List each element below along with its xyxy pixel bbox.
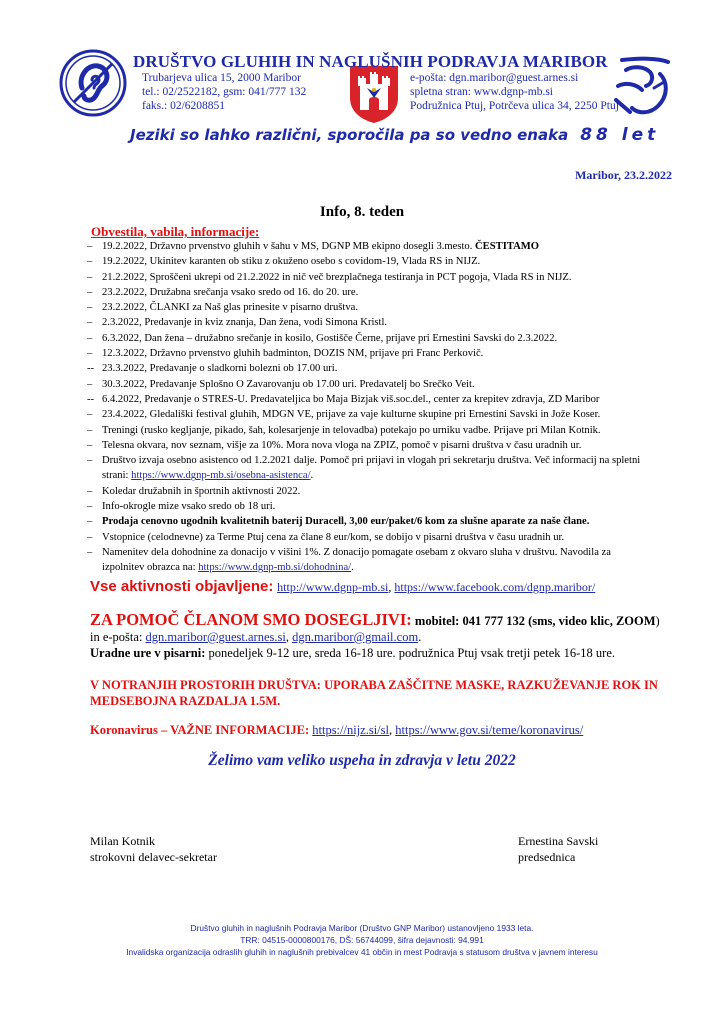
- list-item: – 21.2.2022, Sproščeni ukrepi od 21.2.2022 in nič več brezplačnega testiranja in PCT pogoja, Vlada RS in NIJZ.: [87, 271, 572, 283]
- signer-name: Milan Kotnik: [90, 834, 155, 848]
- list-item: – Namenitev dela dohodnine za donacijo v višini 1%. Z donacijo pomagate osebam z okvaro sluha v društvu. Navodila za: [87, 546, 611, 558]
- footer-line: Invalidska organizacija odraslih gluhih in naglušnih prebivalcev 41 občin in mest Podravja s statusom društva v javnem interesu: [126, 947, 598, 957]
- list-item-continuation: izpolnitev obrazca na: https://www.dgnp-mb.si/dohodnina/.: [102, 562, 354, 574]
- anniversary-years: 88 let: [580, 125, 660, 145]
- list-item: – 6.3.2022, Dan žena – družabno srečanje in kosilo, Gostišče Černe, prijave pri Ernestini Savski do 2.3.2022.: [87, 332, 558, 344]
- section-heading: Obvestila, vabila, informacije:: [91, 224, 260, 239]
- list-item: – 19.2.2022, Ukinitev karanten ob stiku z okuženo osebo s covidom-19, Vlada RS in NIJZ.: [87, 256, 481, 268]
- list-item: – Treningi (rusko kegljanje, pikado, šah, kolesarjenje in telovadba) potekajo po urniku vadbe. Prijave pri Milan Kotnik.: [87, 424, 601, 436]
- signer-role: strokovni delavec-sekretar: [90, 850, 217, 864]
- fax-line: faks.: 02/6208851: [142, 100, 226, 112]
- list-item: – Telesna okvara, nov seznam, višje za 10%. Mora nova vloga na ZPIZ, pomoč v pisarni društva v času uradnih ur.: [87, 439, 582, 451]
- nijz-link[interactable]: https://nijz.si/sl: [312, 723, 389, 737]
- organization-name: DRUŠTVO GLUHIH IN NAGLUŠNIH PODRAVJA MARIBOR: [133, 52, 608, 71]
- contact-heading: ZA POMOČ ČLANOM SMO DOSEGLJIVI:: [90, 610, 412, 629]
- email-line: e-pošta: dgn.maribor@guest.arnes.si: [410, 72, 579, 84]
- contact-block: ZA POMOČ ČLANOM SMO DOSEGLJIVI: mobitel: 041 777 132 (sms, video klic, ZOOM) in e-pošta: dgn.maribor@guest.arnes.si, dgn.maribor@gmail.com. Uradne ure v pisarni: ponedeljek 9-12 ure, sreda 16-18 ure. podružnica Ptuj vsak tretji petek 16-18 ure.: [90, 610, 660, 660]
- slogan-text: Jeziki so lahko različni, sporočila pa so vedno enaka: [130, 126, 569, 144]
- list-item: – Vstopnice (celodnevne) za Terme Ptuj cena za člane 8 eur/kom, se dobijo v pisarni društva v času uradnih ur.: [87, 531, 565, 543]
- list-item: – Info-okrogle mize vsako sredo ob 18 uri.: [87, 501, 276, 513]
- list-item: -- 23.3.2022, Predavanje o sladkorni bolezni ob 17.00 uri.: [87, 363, 338, 375]
- email-link-arnes[interactable]: dgn.maribor@guest.arnes.si: [145, 630, 286, 644]
- branch-line: Podružnica Ptuj, Potrčeva ulica 34, 2250 Ptuj: [410, 100, 619, 112]
- list-item: – 19.2.2022, Državno prvenstvo gluhih v šahu v MS, DGNP MB ekipno dosegli 3.mesto. ČESTITAMO: [87, 241, 539, 252]
- phone-line: tel.: 02/2522182, gsm: 041/777 132: [142, 86, 307, 98]
- signer-name: Ernestina Savski: [518, 834, 599, 848]
- signer-role: predsednica: [518, 850, 576, 864]
- footer-line: Društvo gluhih in naglušnih Podravja Maribor (Društvo GNP Maribor) ustanovljeno 1933 leta.: [190, 923, 534, 933]
- address-line: Trubarjeva ulica 15, 2000 Maribor: [142, 72, 301, 84]
- list-item-continuation: strani: https://www.dgnp-mb.si/osebna-asistenca/.: [102, 470, 314, 482]
- gov-covid-link[interactable]: https://www.gov.si/teme/koronavirus/: [395, 723, 584, 737]
- ear-hearing-icon: [58, 48, 128, 118]
- website-link[interactable]: http://www.dgnp-mb.si: [277, 580, 389, 594]
- email-link-gmail[interactable]: dgn.maribor@gmail.com: [292, 630, 419, 644]
- personal-assistance-link[interactable]: https://www.dgnp-mb.si/osebna-asistenca/: [131, 470, 311, 482]
- list-item: – 2.3.2022, Predavanje in kviz znanja, Dan žena, vodi Simona Kristl.: [87, 317, 388, 329]
- list-item: – Koledar družabnih in športnih aktivnosti 2022.: [87, 485, 301, 497]
- address-block-left: [142, 71, 306, 113]
- list-item: – 23.2.2022, Družabna srečanja vsako sredo od 16. do 20. ure.: [87, 286, 359, 298]
- list-item: – 30.3.2022, Predavanje Splošno O Zavarovanju ob 17.00 uri. Predavatelj bo Srečko Veit.: [87, 378, 475, 390]
- safety-warning: V NOTRANJIH PROSTORIH DRUŠTVA: UPORABA ZAŠČITNE MASKE, RAZKUŽEVANJE ROK IN MEDSEBOJNA RAZDALJA 1.5M.: [90, 678, 658, 708]
- footer: [0, 922, 724, 958]
- signature-left: [90, 833, 217, 865]
- slogan: [130, 125, 659, 145]
- mobile-number: mobitel: 041 777 132: [411, 614, 525, 628]
- website-line: spletna stran: www.dgnp-mb.si: [410, 86, 553, 98]
- signature-right: [518, 833, 598, 865]
- list-item: – 23.4.2022, Gledališki festival gluhih, MDGN VE, prijave za vaje kulturne skupine pri Ernestini Savski in Jože Koser.: [87, 409, 601, 421]
- list-item: – Prodaja cenovno ugodnih kvalitetnih baterij Duracell, 3,00 eur/paket/6 kom za slušne aparate za naše člane.: [87, 516, 590, 528]
- list-item: -- 6.4.2022, Predavanje o STRES-U. Predavateljica bo Maja Bizjak viš.soc.del., center za krepitev zdravja, ZD Maribor: [87, 393, 600, 405]
- closing-wish: Želimo vam veliko uspeha in zdravja v letu 2022: [208, 752, 516, 769]
- dateline: Maribor, 23.2.2022: [575, 168, 672, 182]
- list-item: – 23.2.2022, ČLANKI za Naš glas prinesite v pisarno društva.: [87, 302, 358, 314]
- address-block-right: [410, 71, 619, 113]
- maribor-coat-of-arms-icon: [348, 64, 400, 124]
- office-hours-label: Uradne ure v pisarni:: [90, 646, 206, 660]
- covid-info-line: Koronavirus – VAŽNE INFORMACIJE: https://nijz.si/sl, https://www.gov.si/teme/koronavirus/: [90, 723, 584, 737]
- document-title: Info, 8. teden: [319, 204, 405, 220]
- list-item: – 12.3.2022, Državno prvenstvo gluhih badminton, DOZIS NM, prijave pri Franc Perkovič.: [87, 348, 484, 360]
- facebook-link[interactable]: https://www.facebook.com/dgnp.maribor/: [394, 580, 596, 594]
- footer-line: TRR: 04515-0000800176, DŠ: 56744099, šifra dejavnosti: 94.991: [240, 935, 484, 945]
- covid-label: Koronavirus – VAŽNE INFORMACIJE:: [90, 723, 310, 737]
- activities-heading: Vse aktivnosti objavljene:: [90, 578, 274, 595]
- office-hours: ponedeljek 9-12 ure, sreda 16-18 ure. podružnica Ptuj vsak tretji petek 16-18 ure.: [205, 646, 616, 660]
- activities-line: Vse aktivnosti objavljene: http://www.dgnp-mb.si, https://www.facebook.com/dgnp.maribor/: [90, 578, 596, 595]
- list-item: – Društvo izvaja osebno asistenco od 1.2.2021 dalje. Pomoč pri prijavi in vlogah pri sekretarju društva. Več informacij na spletni: [87, 455, 641, 467]
- announcement-list: [87, 239, 670, 576]
- tax-donation-link[interactable]: https://www.dgnp-mb.si/dohodnina/: [198, 562, 352, 574]
